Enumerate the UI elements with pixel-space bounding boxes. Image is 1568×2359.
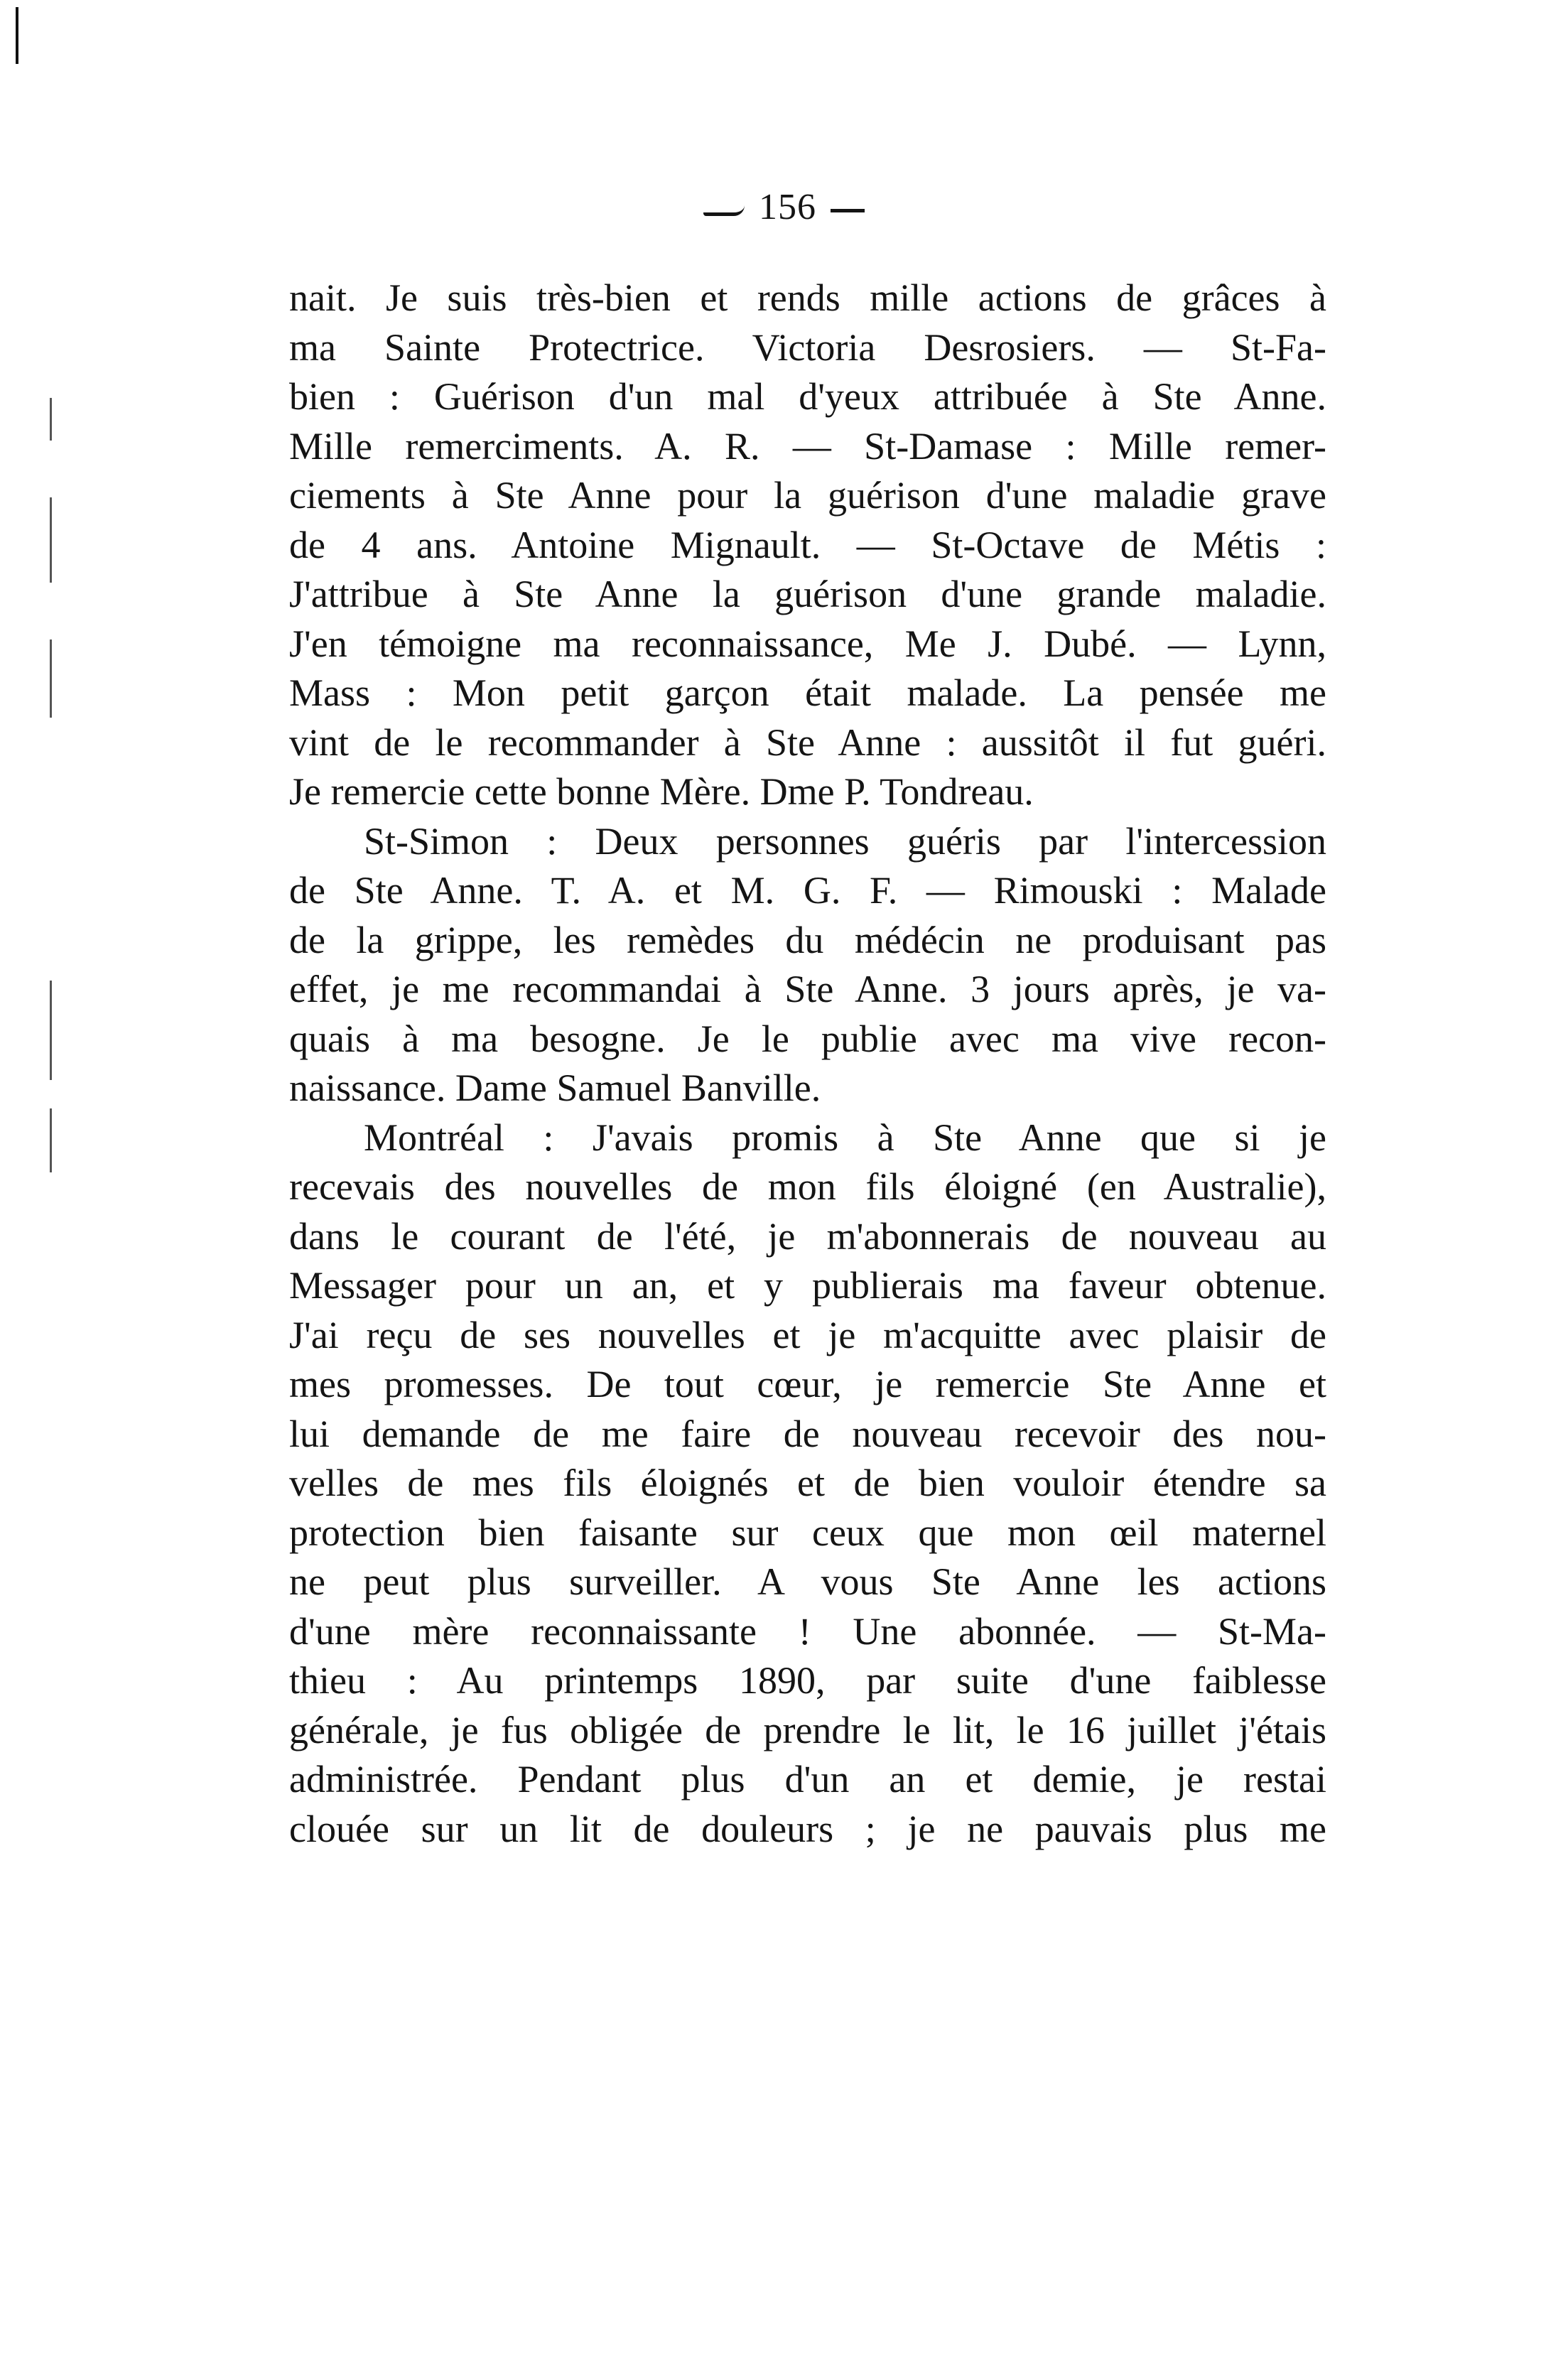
text-line: de la grippe, les remèdes du médécin ne produisant pas [289,918,1326,961]
text-line: ma Sainte Protectrice. Victoria Desrosiers. — St-Fa- [289,325,1326,369]
scan-edge-mark [50,497,52,583]
text-line: protection bien faisante sur ceux que mon œil maternel [289,1511,1326,1554]
text-line: générale, je fus obligée de prendre le lit, le 16 juillet j'étais [289,1708,1326,1751]
scan-edge-mark [50,1108,52,1172]
text-line: effet, je me recommandai à Ste Anne. 3 jours après, je va- [289,968,1326,1010]
text-line: de 4 ans. Antoine Mignault. — St-Octave de Métis : [289,523,1326,566]
page-number: 156 [759,187,816,227]
scan-edge-mark [50,398,52,441]
text-line: clouée sur un lit de douleurs ; je ne pauvais plus me [289,1807,1326,1850]
text-line: Montréal : J'avais promis à Ste Anne que si je [364,1116,1326,1159]
text-line: Mille remerciments. A. R. — St-Damase : Mille remer- [289,424,1326,468]
text-line: nait. Je suis très-bien et rends mille actions de grâces à [289,276,1326,319]
text-line: Mass : Mon petit garçon était malade. La pensée me [289,671,1326,714]
text-line: d'une mère reconnaissante ! Une abonnée. — St-Ma- [289,1609,1326,1653]
text-line: thieu : Au printemps 1890, par suite d'une faiblesse [289,1659,1326,1702]
scan-edge-mark [50,639,52,718]
text-line: Je remercie cette bonne Mère. Dme P. Tondreau. [289,770,1034,813]
text-line: recevais des nouvelles de mon fils éloigné (en Australie), [289,1165,1326,1208]
text-line: velles de mes fils éloignés et de bien vouloir étendre sa [289,1462,1326,1504]
scan-edge-mark [16,7,18,64]
text-line: ciements à Ste Anne pour la guérison d'une maladie grave [289,474,1326,517]
text-line: bien : Guérison d'un mal d'yeux attribuée à Ste Anne. [289,375,1326,418]
body-text [289,274,1326,1854]
text-line: vint de le recommander à Ste Anne : aussitôt il fut guéri. [289,720,1326,764]
text-line: J'en témoigne ma reconnaissance, Me J. Dubé. — Lynn, [289,622,1326,665]
text-line: St-Simon : Deux personnes guéris par l'intercession [364,819,1326,863]
text-line: naissance. Dame Samuel Banville. [289,1067,821,1109]
ornament-icon [703,205,745,216]
text-line: de Ste Anne. T. A. et M. G. F. — Rimouski : Malade [289,869,1326,912]
text-line: quais à ma besogne. Je le publie avec ma vive recon- [289,1017,1326,1060]
text-line: mes promesses. De tout cœur, je remercie Ste Anne et [289,1363,1326,1405]
text-line: Messager pour un an, et y publierais ma faveur obtenue. [289,1264,1326,1307]
text-line: lui demande de me faire de nouveau recevoir des nou- [289,1412,1326,1455]
page-header [0,186,1568,228]
dash-icon [831,209,865,212]
text-line: administrée. Pendant plus d'un an et demie, je restai [289,1758,1326,1801]
text-line: ne peut plus surveiller. A vous Ste Anne les actions [289,1560,1326,1603]
text-line: dans le courant de l'été, je m'abonnerais de nouveau au [289,1214,1326,1258]
text-line: J'attribue à Ste Anne la guérison d'une grande maladie. [289,573,1326,615]
text-line: J'ai reçu de ses nouvelles et je m'acquitte avec plaisir de [289,1313,1326,1356]
scan-edge-mark [50,981,52,1080]
